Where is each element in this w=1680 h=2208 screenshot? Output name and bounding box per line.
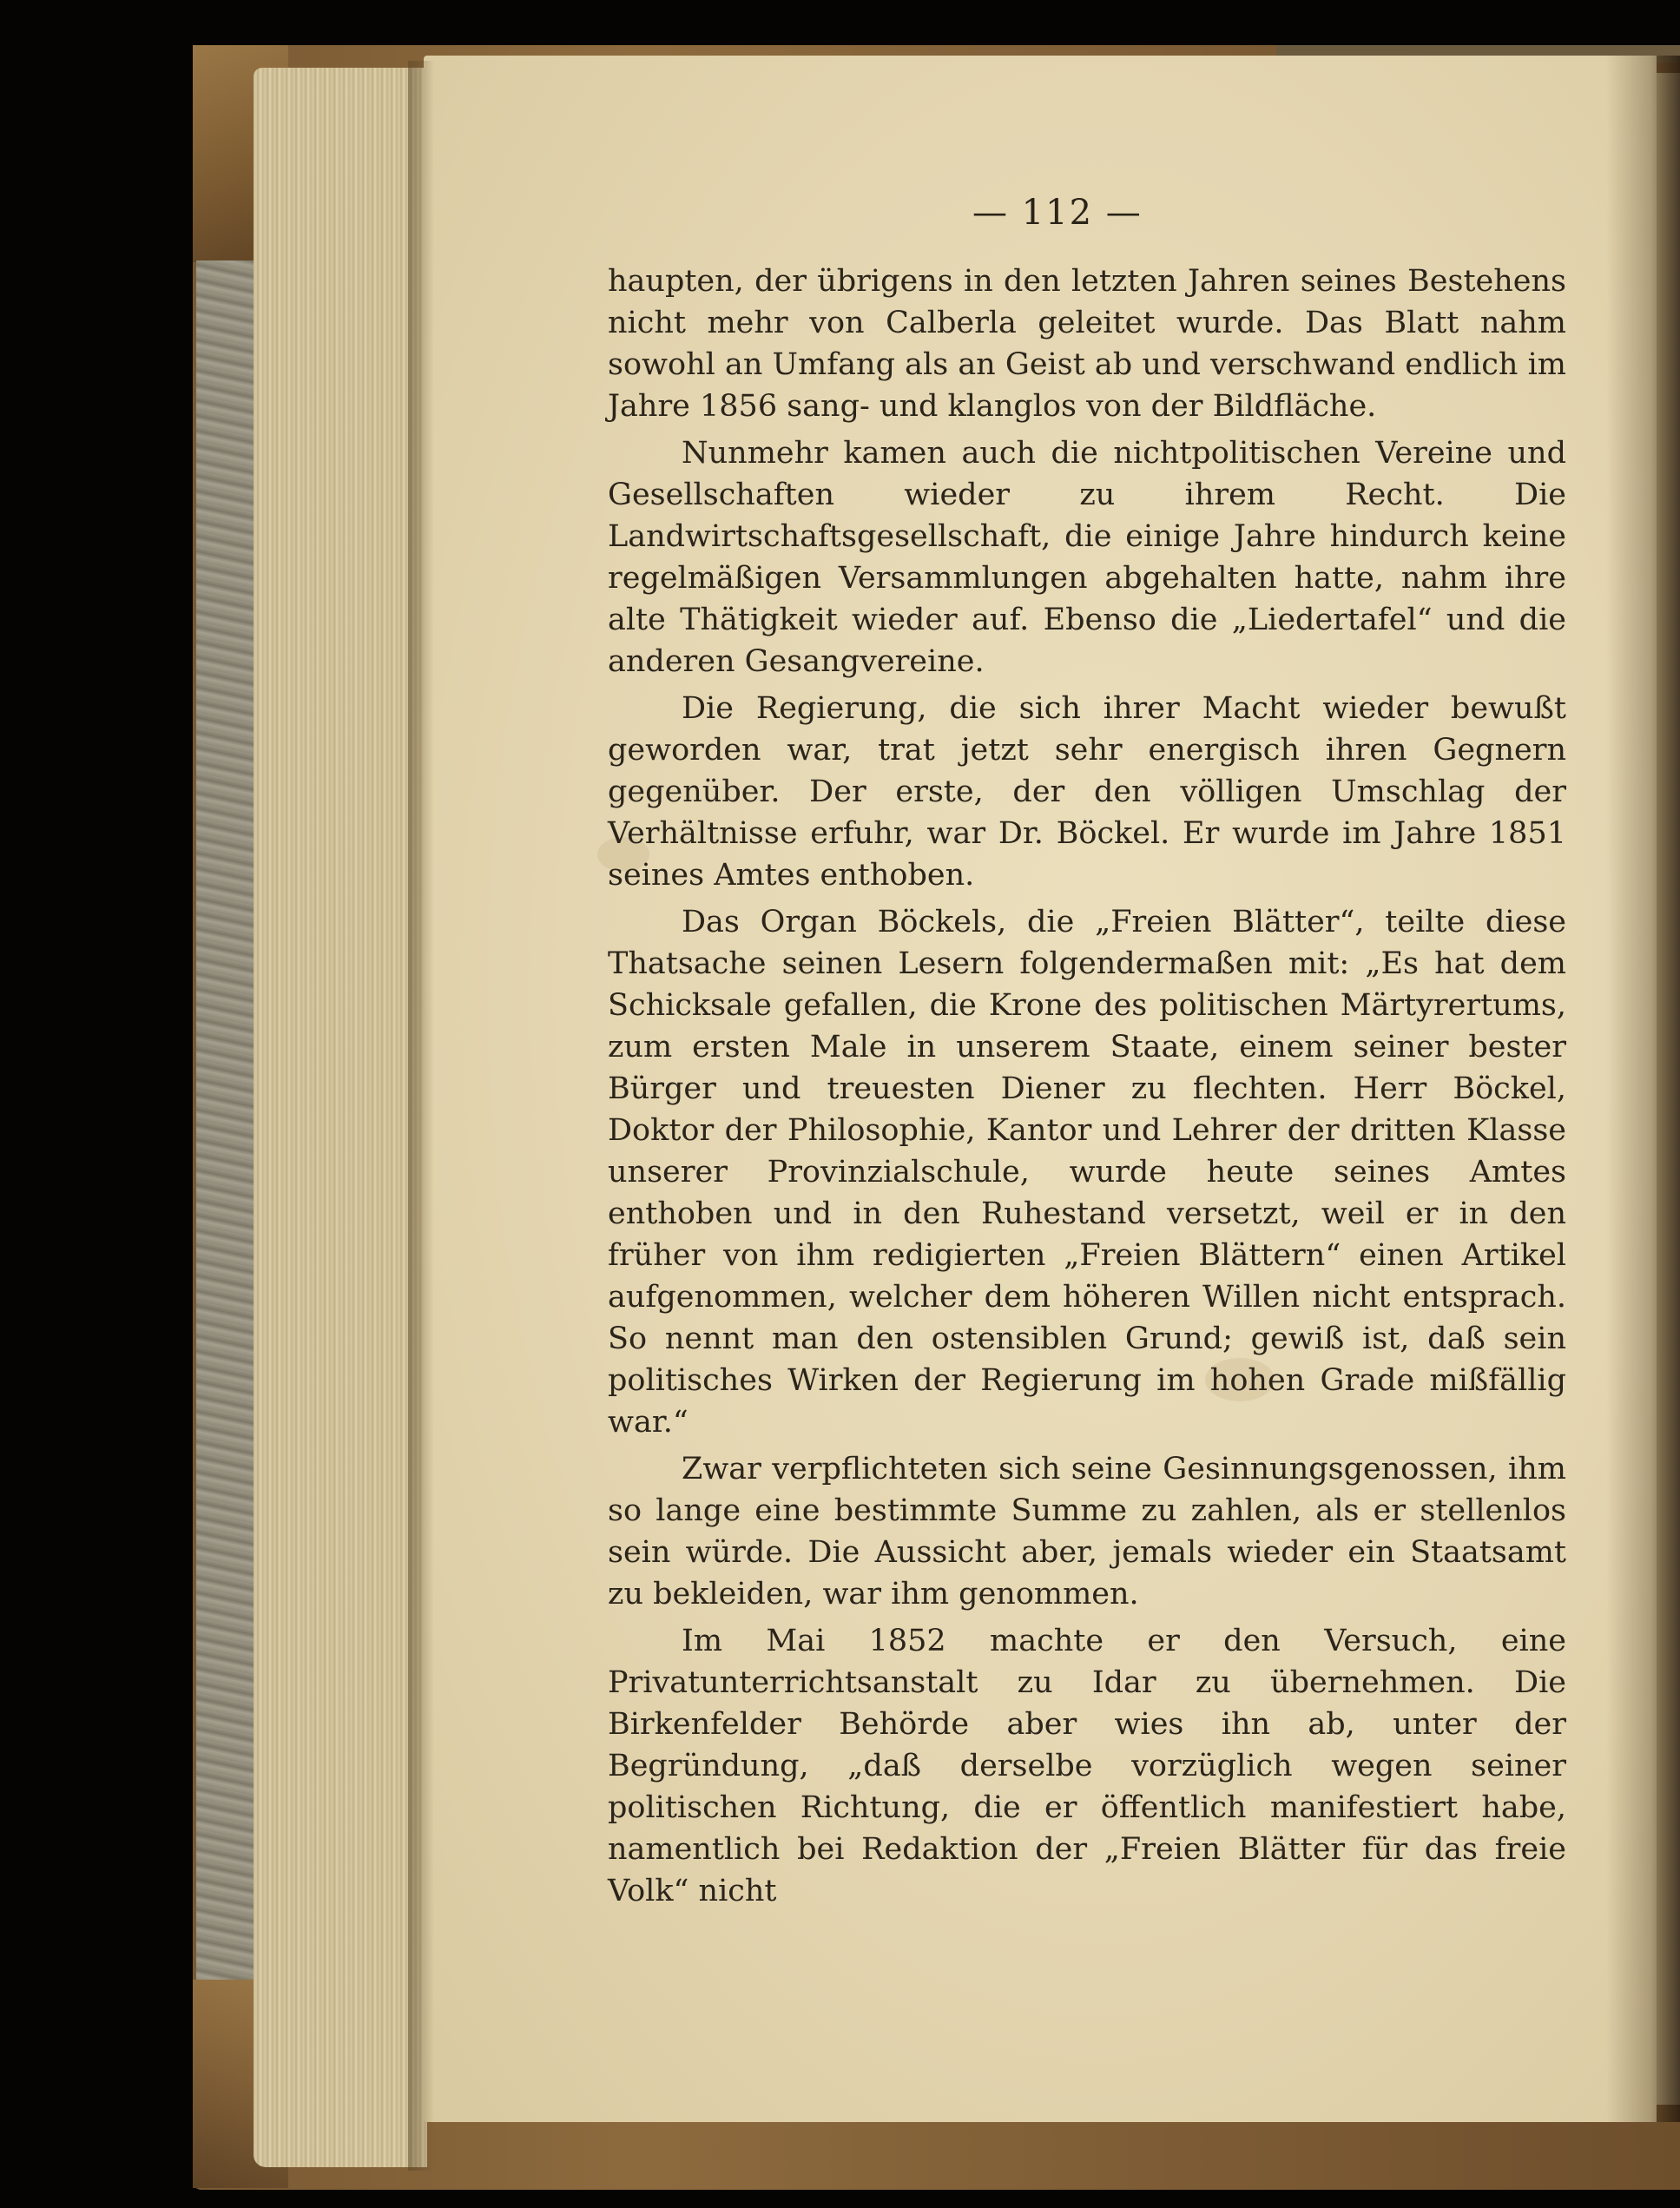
gutter-shadow — [1606, 56, 1680, 2122]
paragraph: Zwar verpflichteten sich seine Gesinnungsgenossen, ihm so lange eine bestimmte Summe zu zahlen, als er stellenlos sein würde. Die Aussicht aber, jemals wieder ein Staatsamt zu bekleiden, war ihm genommen. — [608, 1452, 1566, 1612]
page-edges — [254, 68, 427, 2167]
page-body — [608, 260, 1566, 1917]
paragraph: Das Organ Böckels, die „Freien Blätter“, teilte diese Thatsache seinen Lesern folgendermaßen mit: „Es hat dem Schicksale gefallen, die Krone des politischen Märtyrertums, zum ersten Male in unserem Staate, einem seiner bester Bürger und treuesten Diener zu flechten. Herr Böckel, Doktor der Philosophie, Kantor und Lehrer der dritten Klasse unserer Provinzialschule, wurde heute seines Amtes enthoben und in den Ruhestand versetzt, weil er in den früher von ihm redigierten „Freien Blättern“ einen Artikel aufgenommen, welcher dem höheren Willen nicht entsprach. So nennt man den ostensiblen Grund; gewiß ist, daß sein politisches Wirken der Regierung im hohen Grade mißfällig war.“ — [608, 905, 1566, 1440]
page-edge-shadow — [408, 61, 434, 2171]
paragraph: haupten, der übrigens in den letzten Jahren seines Bestehens nicht mehr von Calberla geleitet wurde. Das Blatt nahm sowohl an Umfang als an Geist ab und verschwand endlich im Jahre 1856 sang- und klanglos von der Bildfläche. — [608, 264, 1566, 424]
page-number: — 112 — — [972, 193, 1143, 233]
paragraph: Im Mai 1852 machte er den Versuch, eine Privatunterrichtsanstalt zu Idar zu übernehmen. Die Birkenfelder Behörde aber wies ihn ab, unter der Begründung, „daß derselbe vorzüglich wegen seiner politischen Richtung, die er öffentlich manifestiert habe, namentlich bei Redaktion der „Freien Blätter für das freie Volk“ nicht — [608, 1624, 1566, 1908]
marbled-board — [196, 260, 254, 1980]
paragraph: Die Regierung, die sich ihrer Macht wieder bewußt geworden war, trat jetzt sehr energisch ihren Gegnern gegenüber. Der erste, der den völligen Umschlag der Verhältnisse erfuhr, war Dr. Böckel. Er wurde im Jahre 1851 seines Amtes enthoben. — [608, 691, 1566, 893]
paragraph: Nunmehr kamen auch die nichtpolitischen Vereine und Gesellschaften wieder zu ihrem Recht. Die Landwirtschaftsgesellschaft, die einige Jahre hindurch keine regelmäßigen Versammlungen abgehalten hatte, nahm ihre alte Thätigkeit wieder auf. Ebenso die „Liedertafel“ und die anderen Gesangvereine. — [608, 436, 1566, 679]
